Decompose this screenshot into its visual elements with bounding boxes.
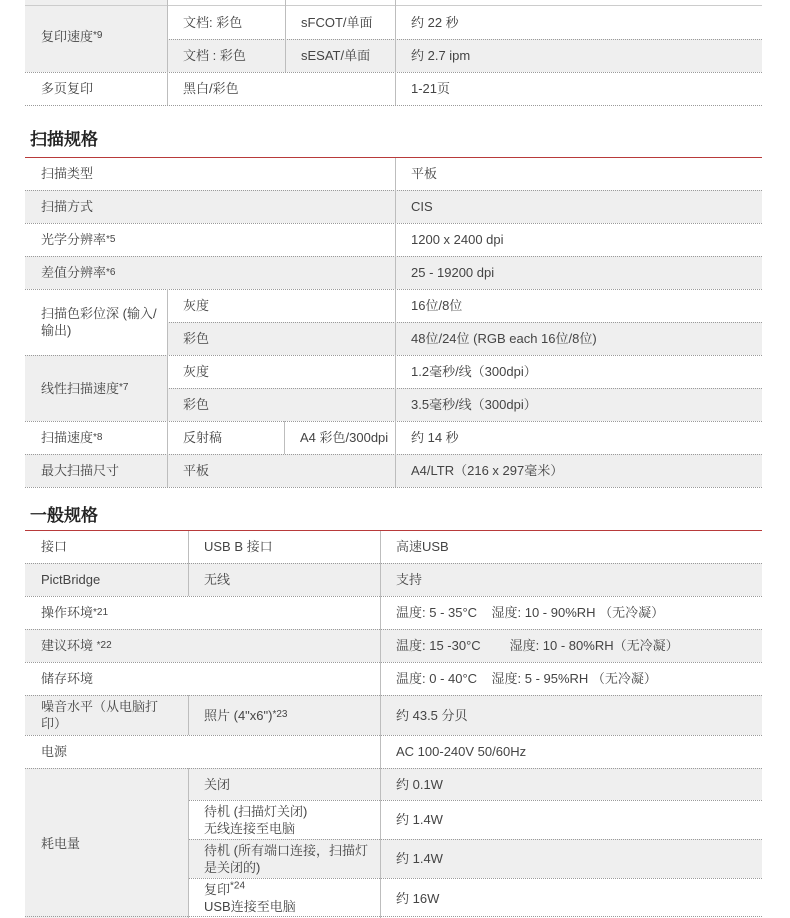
copy-speed-mode-2: sESAT/单面 [301,48,371,63]
scan-maxsize-label: 最大扫描尺寸 [41,463,120,478]
scan-speed-mode: 反射稿 [183,430,223,445]
scan-method-label: 扫描方式 [41,199,94,214]
scan-linear-value-1: 1.2毫秒/线（300dpi） [411,364,537,379]
general-interface-label: 接口 [41,539,68,554]
general-consumption-value-3: 约 1.4W [396,851,443,866]
general-interface-mode: USB B 接口 [204,539,273,554]
general-pict-value: 支持 [396,572,423,587]
scan-speed-label: 扫描速度 *8 [41,430,103,445]
general-consumption-value-4: 约 16W [396,890,440,906]
scan-depth-mode-2: 彩色 [183,331,210,346]
general-interface-value: 高速USB [396,539,449,554]
scan-speed-value: 约 14 秒 [411,430,459,445]
general-op-env-label: 操作环境 *21 [41,605,109,620]
copy-speed-value-2: 约 2.7 ipm [411,48,471,63]
scan-depth-label: 扫描色彩位深 (输入/输出) [41,306,157,338]
general-power-label: 电源 [41,744,68,759]
general-consumption-mode-4: 复印$^{*24}$ USB连接至电脑 [204,880,296,914]
general-noise-value: 约 43.5 分贝 [396,707,468,723]
scan-linear-mode-1: 灰度 [183,364,210,379]
scan-type-value: 平板 [411,166,438,181]
scan-method-value: CIS [411,199,433,214]
general-consumption-label: 耗电量 [41,835,81,851]
scan-maxsize-mode: 平板 [183,463,210,478]
scan-linear-mode-2: 彩色 [183,397,210,412]
general-pict-label: PictBridge [41,572,101,587]
scan-depth-value-1: 16位/8位 [411,298,463,313]
scan-optical-label: 光学分辨率 *5 [41,232,116,247]
scan-linear-label: 线性扫描速度 *7 [41,380,129,396]
scan-type-label: 扫描类型 [41,166,94,181]
general-section-title: 一般规格 [30,506,98,525]
scan-depth-mode-1: 灰度 [183,298,210,313]
general-consumption-value-2: 约 1.4W [396,812,443,827]
copy-multi-label: 多页复印 [41,81,94,96]
scan-depth-value-2: 48位/24位 (RGB each 16位/8位) [411,331,597,346]
general-consumption-value-1: 约 0.1W [396,776,443,792]
copy-multi-mode: 黑白/彩色 [183,81,239,96]
general-rec-env-label: 建议环境 *22 [41,638,112,653]
copy-speed-doc-1: 文档: 彩色 [183,14,243,30]
general-op-env-value: 温度: 5 - 35°C 湿度: 10 - 90%RH （无冷凝） [396,605,665,620]
general-consumption-mode-2: 待机 (扫描灯关闭) 无线连接至电脑 [204,803,308,836]
copy-speed-value-1: 约 22 秒 [411,14,459,30]
general-store-label: 储存环境 [41,671,94,686]
general-consumption-mode-1: 关闭 [204,776,231,792]
copy-speed-mode-1: sFCOT/单面 [301,14,373,30]
general-noise-mode: 照片 (4"x6") *23 [204,707,288,723]
copy-speed-doc-2: 文档 : 彩色 [183,48,246,63]
general-store-value: 温度: 0 - 40°C 湿度: 5 - 95%RH （无冷凝） [396,671,657,686]
general-noise-label: 噪音水平（从电脑打印） [41,699,159,731]
copy-speed-label: 复印速度 *9 [41,28,103,44]
general-consumption-mode-3: 待机 (所有端口连接，扫描灯是关闭的) [204,842,368,875]
scan-linear-value-2: 3.5毫秒/线（300dpi） [411,397,537,412]
general-power-value: AC 100-240V 50/60Hz [396,744,527,759]
scan-interp-value: 25 - 19200 dpi [411,265,495,280]
scan-speed-sub: A4 彩色/300dpi [300,430,389,445]
general-pict-mode: 无线 [204,572,231,587]
scan-interp-label: 差值分辨率 *6 [41,265,116,280]
scan-section-title: 扫描规格 [30,130,98,149]
copy-multi-value: 1-21页 [411,81,451,96]
scan-optical-value: 1200 x 2400 dpi [411,232,504,247]
scan-maxsize-value: A4/LTR（216 x 297毫米） [411,463,564,478]
general-rec-env-value: 温度: 15 -30°C 湿度: 10 - 80%RH（无冷凝） [396,638,679,653]
